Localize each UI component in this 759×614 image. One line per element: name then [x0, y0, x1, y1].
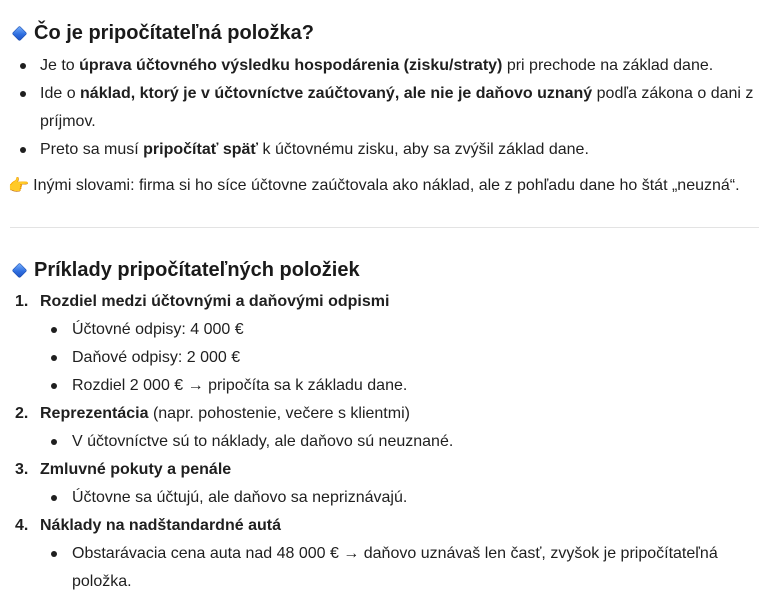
list-item: Účtovné odpisy: 4 000 € — [40, 316, 755, 344]
backhand-index-pointing-right-icon: 👉 — [8, 176, 30, 195]
examples-list — [10, 288, 755, 596]
list-item: Obstarávacia cena auta nad 48 000 € → daňovo uznávaš len časť, zvyšok je pripočítateľná položka. — [40, 540, 755, 596]
list-item: V účtovníctve sú to náklady, ale daňovo sú neuznané. — [40, 428, 755, 456]
list-item: Daňové odpisy: 2 000 € — [40, 344, 755, 372]
example-item — [10, 400, 755, 456]
item-number: 3. — [15, 461, 29, 478]
list-item: Účtovne sa účtujú, ale daňovo sa nepriznávajú. — [40, 484, 755, 512]
example-item — [10, 456, 755, 512]
heading-what-is-item — [10, 19, 314, 47]
item-number: 2. — [15, 405, 29, 422]
note-text: Inými slovami: firma si ho síce účtovne zaúčtovala ako náklad, ale z pohľadu dane ho štát „neuzná“. — [33, 177, 740, 194]
definition-list — [10, 52, 755, 164]
list-item: Je to úprava účtovného výsledku hospodárenia (zisku/straty) pri prechode na základ dane. — [10, 52, 755, 80]
item-title: Náklady na nadštandardné autá — [40, 517, 281, 534]
blue-diamond-icon — [12, 262, 28, 278]
heading-text: Príklady pripočítateľných položiek — [34, 259, 360, 281]
item-title-suffix: (napr. pohostenie, večere s klientmi) — [148, 405, 410, 422]
item-number: 4. — [15, 517, 29, 534]
item-title: Rozdiel medzi účtovnými a daňovými odpismi — [40, 293, 390, 310]
example-item — [10, 512, 755, 596]
item-title: Reprezentácia — [40, 405, 149, 422]
heading-examples — [10, 256, 360, 284]
blue-diamond-icon — [12, 25, 28, 41]
list-item: Preto sa musí pripočítať späť k účtovnému zisku, aby sa zvýšil základ dane. — [10, 136, 755, 164]
list-item: Ide o náklad, ktorý je v účtovníctve zaúčtovaný, ale nie je daňovo uznaný podľa zákona o dani z príjmov. — [10, 80, 755, 136]
section-divider — [10, 227, 759, 228]
list-item: Rozdiel 2 000 € → pripočíta sa k základu dane. — [40, 372, 755, 400]
example-item — [10, 288, 755, 400]
summary-note — [8, 172, 740, 200]
item-number: 1. — [15, 293, 29, 310]
item-title: Zmluvné pokuty a penále — [40, 461, 232, 478]
heading-text: Čo je pripočítateľná položka? — [34, 22, 314, 44]
